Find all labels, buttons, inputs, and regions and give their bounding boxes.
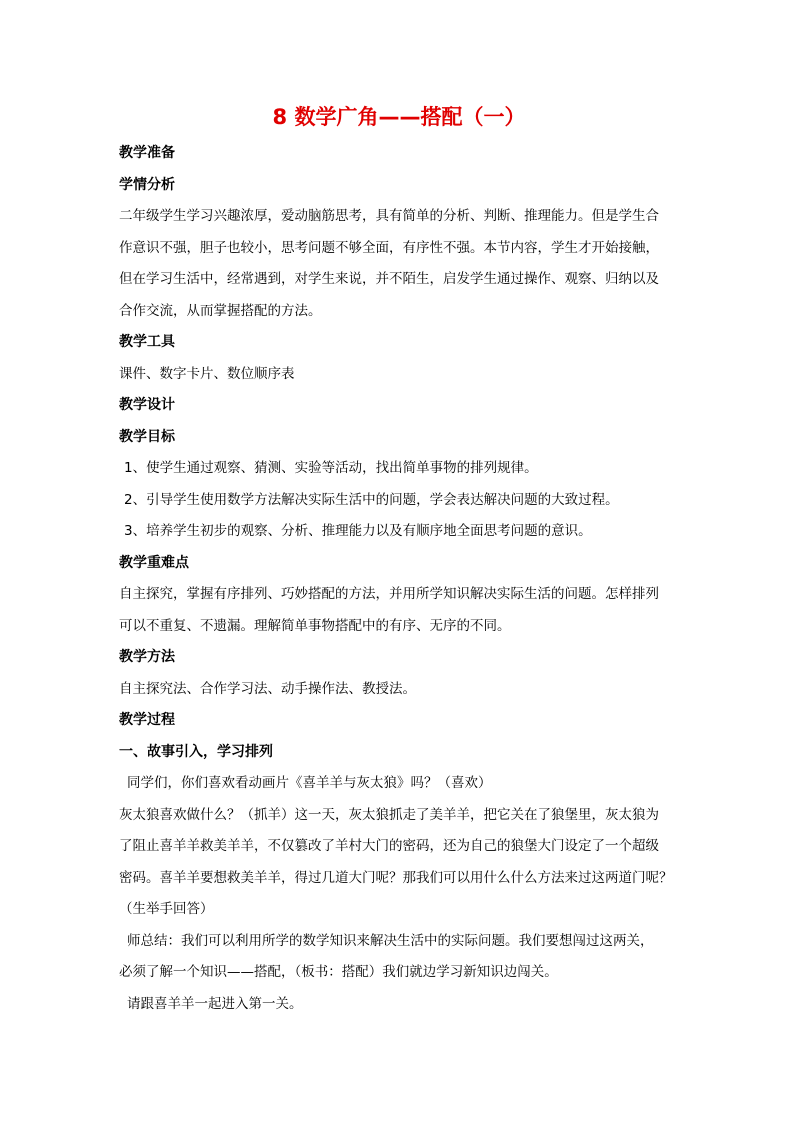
process-line: 必须了解一个知识——搭配，（板书：搭配）我们就边学习新知识边闯关。: [119, 964, 558, 980]
heading-analysis: 学情分析: [119, 176, 175, 193]
process-line: （生举手回答）: [119, 901, 214, 917]
process-line: 密码。喜羊羊要想救美羊羊，得过几道大门呢？那我们可以用什么什么方法来过这两道门呢？: [119, 869, 673, 886]
goal-item: 3、培养学生初步的观察、分析、推理能力以及有顺序地全面思考问题的意识。: [124, 523, 592, 539]
analysis-line: 作意识不强，胆子也较小，思考问题不够全面，有序性不强。本节内容，学生才开始接触，: [119, 239, 659, 256]
heading-key-points: 教学重难点: [119, 554, 189, 571]
process-line: 师总结：我们可以利用所学的数学知识来解决生活中的实际问题。我们要想闯过这两关，: [127, 932, 654, 949]
process-line: 请跟喜羊羊一起进入第一关。: [127, 995, 303, 1012]
document-title: 8 数学广角——搭配（一）: [272, 105, 526, 129]
document-page: [119, 100, 679, 1020]
process-line: 了阻止喜羊羊救美羊羊，不仅篡改了羊村大门的密码，还为自己的狼堡大门设定了一个超级: [119, 838, 659, 854]
heading-tools: 教学工具: [119, 334, 175, 350]
process-line: 灰太狼喜欢做什么？（抓羊）这一天，灰太狼抓走了美羊羊，把它关在了狼堡里，灰太狼为: [119, 806, 659, 823]
heading-process: 教学过程: [119, 712, 175, 728]
analysis-line: 但在学习生活中，经常遇到，对学生来说，并不陌生，启发学生通过操作、观察、归纳以及: [119, 271, 659, 287]
key-line: 自主探究，掌握有序排列、巧妙搭配的方法，并用所学知识解决实际生活的问题。怎样排列: [119, 586, 659, 602]
key-line: 可以不重复、不遗漏。理解简单事物搭配中的有序、无序的不同。: [119, 617, 511, 634]
tools-text: 课件、数字卡片、数位顺序表: [119, 365, 295, 382]
heading-section-1: 一、故事引入，学习排列: [119, 743, 273, 760]
heading-methods: 教学方法: [119, 649, 175, 665]
analysis-line: 二年级学生学习兴趣浓厚，爱动脑筋思考，具有简单的分析、判断、推理能力。但是学生合: [119, 208, 659, 224]
goal-item: 2、引导学生使用数学方法解决实际生活中的问题，学会表达解决问题的大致过程。: [124, 491, 619, 508]
methods-text: 自主探究法、合作学习法、动手操作法、教授法。: [119, 680, 416, 697]
process-line: 同学们，你们喜欢看动画片《喜羊羊与灰太狼》吗？（喜欢）: [127, 775, 492, 791]
analysis-line: 合作交流，从而掌握搭配的方法。: [119, 302, 322, 319]
heading-design: 教学设计: [119, 397, 175, 413]
heading-goals: 教学目标: [119, 428, 175, 445]
heading-prep: 教学准备: [119, 145, 175, 161]
goal-item: 1、使学生通过观察、猜测、实验等活动，找出简单事物的排列规律。: [124, 460, 538, 476]
